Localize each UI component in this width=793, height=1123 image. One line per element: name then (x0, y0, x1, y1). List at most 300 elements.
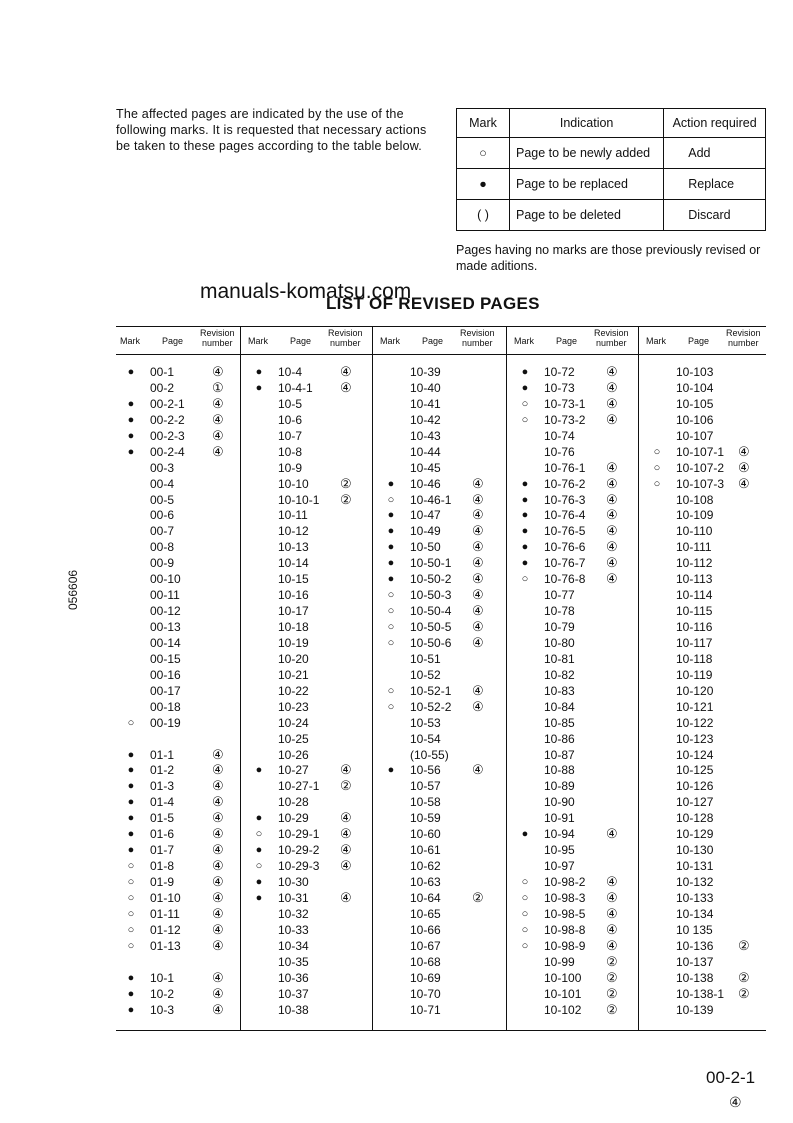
page-number: 10-49 (410, 524, 441, 539)
table-row (642, 539, 774, 555)
table-row (642, 460, 774, 476)
page-number: 10-38 (278, 1002, 309, 1017)
table-row (510, 954, 642, 970)
page-number: 10-137 (676, 954, 714, 969)
page-number: 10-69 (410, 970, 441, 985)
table-row (642, 492, 774, 508)
page-number: 10-17 (278, 604, 309, 619)
page-number: 00-17 (150, 683, 181, 698)
revision-number: ④ (212, 826, 224, 842)
table-row (376, 826, 508, 842)
page-number: 10-45 (410, 460, 441, 475)
table-row (376, 571, 508, 587)
table-row (376, 396, 508, 412)
table-row (244, 810, 376, 826)
revision-number: ② (340, 778, 352, 794)
page-number: 10-120 (676, 683, 714, 698)
page-number: 10-12 (278, 524, 309, 539)
filled-circle-icon: ● (127, 971, 135, 984)
table-row (642, 906, 774, 922)
page-number: 10-67 (410, 938, 441, 953)
table-row (376, 1002, 508, 1018)
page-column (116, 364, 248, 1017)
page-number: 10-10 (278, 476, 309, 491)
page-number: 10-107-3 (676, 476, 725, 491)
page-number: 10-128 (676, 811, 714, 826)
page-number: 10-113 (676, 572, 713, 587)
table-row (642, 380, 774, 396)
table-row (510, 428, 642, 444)
page-number: 10-118 (676, 651, 713, 666)
table-row (376, 778, 508, 794)
table-row (244, 922, 376, 938)
table-row (376, 444, 508, 460)
page-number: 10-15 (278, 572, 309, 587)
open-circle-icon: ○ (127, 716, 135, 729)
page-number: 10-31 (278, 890, 309, 905)
open-circle-icon: ○ (387, 621, 395, 633)
table-row (116, 571, 248, 587)
table-row (244, 603, 376, 619)
page-number: 10-108 (676, 492, 714, 507)
page-number: 10-91 (544, 811, 575, 826)
table-row (642, 635, 774, 651)
page-number: 10-98-9 (544, 938, 586, 953)
page-number: 10-129 (676, 827, 714, 842)
page-number: 10-50-3 (410, 588, 452, 603)
table-row (244, 731, 376, 747)
side-code: 056606 (66, 569, 80, 610)
table-row (244, 635, 376, 651)
table-row (376, 412, 508, 428)
page-number: 10-68 (410, 954, 441, 969)
revision-number: ④ (606, 523, 618, 539)
table-row (510, 810, 642, 826)
table-row (510, 476, 642, 492)
table-row (642, 986, 774, 1002)
revision-number: ④ (212, 364, 224, 379)
page-number: 10-104 (676, 380, 714, 395)
filled-circle-icon: ● (521, 366, 529, 378)
page-number: 01-8 (150, 859, 175, 874)
page-number: 10-76-1 (544, 460, 586, 475)
page-number: 10-14 (278, 556, 309, 571)
filled-circle-icon: ● (387, 477, 395, 490)
revision-number: ④ (472, 698, 484, 714)
filled-circle-icon: ● (387, 557, 395, 570)
table-row (510, 571, 642, 587)
filled-circle-icon: ● (127, 748, 135, 761)
revision-number: ② (340, 475, 352, 491)
table-row (510, 635, 642, 651)
table-row (376, 492, 508, 508)
legend-header-mark: Mark (457, 109, 510, 138)
table-row (244, 651, 376, 667)
page-number: 10-124 (676, 747, 714, 762)
table-row (244, 523, 376, 539)
revision-number: ④ (340, 858, 352, 874)
revision-number: ④ (212, 874, 224, 889)
table-row (510, 460, 642, 476)
revision-number: ② (606, 1001, 618, 1017)
page-number: 10-28 (278, 795, 309, 810)
filled-circle-icon: ● (255, 876, 263, 888)
table-row (510, 523, 642, 539)
table-row (116, 507, 248, 523)
table-row (642, 428, 774, 444)
page-number: 10-76-5 (544, 524, 586, 539)
table-row (244, 858, 376, 874)
table-row (376, 762, 508, 778)
table-row (244, 906, 376, 922)
filled-circle-icon: ● (255, 812, 263, 825)
page-number: 10-73-2 (544, 412, 586, 427)
table-row (510, 986, 642, 1002)
page-number: 10-16 (278, 588, 309, 603)
table-row (510, 922, 642, 938)
page-number: 01-10 (150, 890, 181, 905)
page-number: 01-12 (150, 922, 181, 937)
page-number: 10-121 (676, 699, 714, 714)
open-circle-icon: ○ (387, 636, 395, 649)
filled-circle-icon: ● (387, 509, 395, 522)
table-row (376, 731, 508, 747)
page-number: 10-78 (544, 604, 575, 619)
page-number: 10-33 (278, 922, 309, 937)
page-number: 10-13 (278, 540, 309, 555)
page-number: 10-36 (278, 970, 309, 985)
page-number: 10-132 (676, 875, 714, 889)
page-number: 10-52-1 (410, 683, 452, 698)
filled-circle-icon: ● (521, 381, 529, 394)
table-row (642, 970, 774, 986)
revision-number: ④ (212, 858, 224, 874)
table-row (244, 587, 376, 603)
page-column (376, 364, 508, 1017)
table-row (244, 715, 376, 731)
open-circle-icon: ○ (521, 413, 529, 426)
page-number: 10-74 (544, 428, 575, 443)
page-number: 10-85 (544, 715, 575, 730)
page-number: 10-98-3 (544, 890, 586, 905)
table-row (510, 1002, 642, 1018)
legend-header-action: Action required (664, 109, 766, 138)
filled-circle-icon: ● (255, 381, 263, 394)
filled-circle-icon: ● (387, 573, 395, 586)
column-header-revision: Revision number (328, 328, 363, 348)
column-header-mark: Mark (248, 336, 268, 346)
table-row (244, 762, 376, 778)
revision-number: ④ (212, 810, 224, 826)
page-number: 10-98-8 (544, 922, 586, 937)
table-row (376, 715, 508, 731)
legend-header-indication: Indication (510, 109, 664, 138)
revision-number: ④ (606, 491, 618, 507)
column-header-revision: Revision number (460, 328, 495, 348)
revision-number: ④ (472, 475, 484, 491)
revision-number: ④ (606, 555, 618, 571)
page-number: 10-56 (410, 763, 441, 778)
revision-number: ④ (606, 395, 618, 411)
table-row (642, 954, 774, 970)
table-row (244, 954, 376, 970)
table-row (510, 683, 642, 699)
table-row (510, 906, 642, 922)
page-number: 10-40 (410, 380, 441, 395)
table-row (376, 428, 508, 444)
filled-circle-icon: ● (387, 764, 395, 777)
table-row (642, 667, 774, 683)
table-row (244, 1002, 376, 1018)
page-number: 10-103 (676, 365, 714, 379)
table-row (376, 364, 508, 380)
open-circle-icon: ○ (387, 605, 395, 618)
page-number: 00-2-2 (150, 412, 185, 427)
page-number: 00-11 (150, 588, 180, 603)
table-row (244, 683, 376, 699)
page-number: 10-107-2 (676, 460, 725, 475)
table-row (244, 555, 376, 571)
filled-circle-icon: ● (255, 891, 263, 904)
column-header-page: Page (688, 336, 710, 346)
table-row (244, 986, 376, 1002)
table-row (116, 1002, 248, 1018)
page-number: 10-53 (410, 715, 441, 730)
page-number: 10-7 (278, 428, 303, 443)
table-row (116, 858, 248, 874)
revision-number: ④ (212, 985, 224, 1001)
page-number: 00-14 (150, 635, 181, 650)
page-number: 10-65 (410, 906, 441, 921)
table-row (376, 507, 508, 523)
page-number: 10-29-1 (278, 827, 320, 842)
page-number: 10-126 (676, 779, 714, 794)
revision-number: ④ (212, 746, 224, 762)
revision-number: ④ (212, 937, 224, 953)
column-header-mark: Mark (380, 336, 400, 346)
revision-number: ④ (212, 443, 224, 459)
revision-number: ④ (212, 794, 224, 810)
legend-indication: Page to be deleted (510, 200, 664, 231)
page-number: 10-26 (278, 747, 309, 762)
revision-number: ④ (472, 555, 484, 571)
table-row (642, 715, 774, 731)
open-circle-icon: ○ (387, 700, 395, 713)
page-number: 10-4-1 (278, 380, 313, 395)
table-row (642, 922, 774, 938)
page-number: 10-21 (278, 667, 309, 682)
page-number: 10-89 (544, 779, 575, 794)
intro-text: The affected pages are indicated by the use of the following marks. It is requested that necessary actions be taken to these pages according to the table below. (116, 107, 427, 153)
page-number: 10-52-2 (410, 699, 452, 714)
filled-circle-icon: ● (127, 987, 135, 1000)
page-number: 10-83 (544, 683, 575, 698)
legend-indication: Page to be newly added (510, 138, 664, 169)
open-circle-icon: ○ (127, 876, 135, 888)
table-row (510, 699, 642, 715)
table-row (376, 603, 508, 619)
page-number: 01-13 (150, 938, 181, 953)
table-row (510, 651, 642, 667)
table-row (642, 826, 774, 842)
open-circle-icon: ○ (653, 477, 661, 490)
page-number: 00-2-4 (150, 444, 185, 459)
filled-circle-icon: ● (127, 828, 135, 841)
page-number: 10 135 (676, 922, 713, 937)
page-number: 10-98-5 (544, 906, 586, 921)
page-number: 00-10 (150, 572, 181, 587)
page-number: 10-119 (676, 667, 713, 682)
table-row (376, 476, 508, 492)
table-row (244, 890, 376, 906)
page-number: 00-19 (150, 715, 181, 730)
page-number: 01-1 (150, 747, 175, 762)
revision-number: ④ (340, 842, 352, 858)
column-header-revision: Revision number (594, 328, 629, 348)
filled-circle-icon: ● (255, 764, 263, 777)
page-number: 10-131 (676, 859, 714, 874)
table-row (510, 778, 642, 794)
open-circle-icon: ○ (387, 493, 395, 506)
table-row (642, 858, 774, 874)
table-row (510, 364, 642, 380)
page-number: (10-55) (410, 747, 449, 762)
legend-row (457, 200, 766, 231)
table-top-rule (116, 326, 766, 327)
page-title: LIST OF REVISED PAGES (326, 294, 540, 313)
table-row (510, 380, 642, 396)
page-number: 10-71 (410, 1002, 441, 1017)
page-number: 10-115 (676, 604, 713, 619)
page-number: 10-77 (544, 588, 575, 603)
page-number: 10-3 (150, 1002, 175, 1017)
open-circle-icon: ○ (521, 923, 529, 936)
page-number: 01-4 (150, 795, 175, 810)
column-header-page: Page (162, 336, 184, 346)
table-row (642, 587, 774, 603)
table-row (376, 986, 508, 1002)
revision-number: ② (606, 969, 618, 985)
table-row (116, 874, 248, 890)
revision-number: ④ (212, 778, 224, 794)
table-row (244, 747, 376, 763)
revision-number: ② (738, 985, 750, 1001)
page-number: 10-25 (278, 731, 309, 746)
table-row (244, 826, 376, 842)
page-number: 00-6 (150, 508, 175, 523)
parentheses-icon: ( ) (457, 200, 510, 231)
table-row (376, 954, 508, 970)
page-number: 10-50-1 (410, 556, 452, 571)
table-row (642, 890, 774, 906)
page-number: 00-2-1 (150, 396, 185, 411)
page-number: 10-29 (278, 811, 309, 826)
filled-circle-icon: ● (127, 812, 135, 825)
page-number: 10-138-1 (676, 986, 725, 1001)
revision-number: ④ (606, 379, 618, 395)
table-row (642, 747, 774, 763)
table-row (642, 651, 774, 667)
page-number: 10-50-6 (410, 635, 452, 650)
filled-circle-icon: ● (127, 844, 135, 857)
revision-number: ④ (472, 619, 484, 634)
table-row (376, 747, 508, 763)
table-row (116, 444, 248, 460)
page-number: 10-30 (278, 875, 309, 889)
page-number: 10-58 (410, 795, 441, 810)
table-row (510, 747, 642, 763)
page-number: 01-7 (150, 843, 175, 858)
revision-number: ② (340, 491, 352, 507)
page-number: 10-123 (676, 731, 714, 746)
filled-circle-icon: ● (521, 541, 529, 554)
page-number: 00-3 (150, 460, 175, 475)
revision-number: ④ (738, 459, 750, 475)
table-row (376, 970, 508, 986)
page-number: 10-10-1 (278, 492, 320, 507)
open-circle-icon: ○ (521, 876, 529, 888)
page-number: 10-54 (410, 731, 441, 746)
table-row (510, 874, 642, 890)
revision-number: ④ (606, 937, 618, 953)
revision-number: ① (212, 379, 224, 395)
filled-circle-icon: ● (255, 366, 263, 378)
table-row (642, 364, 774, 380)
page-number: 10-2 (150, 986, 175, 1001)
table-row (642, 794, 774, 810)
table-row (642, 874, 774, 890)
revision-number: ④ (340, 889, 352, 905)
page-number: 10-11 (278, 508, 308, 523)
page-number: 00-5 (150, 492, 175, 507)
open-circle-icon: ○ (127, 891, 135, 904)
table-row (116, 396, 248, 412)
table-row (244, 619, 376, 635)
table-row (510, 970, 642, 986)
page-number: 00-2-3 (150, 428, 185, 443)
open-circle-icon: ○ (255, 860, 263, 873)
page-number: 10-46-1 (410, 492, 452, 507)
page-number: 10-102 (544, 1002, 582, 1017)
table-row (244, 842, 376, 858)
table-row (244, 874, 376, 890)
page-number: 10-24 (278, 715, 309, 730)
revision-number: ④ (606, 459, 618, 475)
page-number: 00-12 (150, 604, 181, 619)
footer-revision: ④ (729, 1094, 742, 1110)
page-number: 10-8 (278, 444, 303, 459)
table-row (116, 587, 248, 603)
table-row (116, 492, 248, 508)
table-row (116, 778, 248, 794)
table-row (116, 619, 248, 635)
table-row (376, 699, 508, 715)
page-number: 10-117 (676, 635, 713, 650)
table-row (510, 587, 642, 603)
legend-row (457, 169, 766, 200)
table-row (116, 523, 248, 539)
revision-number: ④ (472, 682, 484, 698)
table-row (116, 922, 248, 938)
page-number: 10-60 (410, 827, 441, 842)
page-number: 10-97 (544, 859, 575, 874)
page-number: 00-1 (150, 365, 175, 379)
page-number: 00-8 (150, 540, 175, 555)
table-row (376, 555, 508, 571)
page-number: 10-76 (544, 444, 575, 459)
table-header-rule (116, 354, 766, 355)
page-number: 10-76-3 (544, 492, 586, 507)
